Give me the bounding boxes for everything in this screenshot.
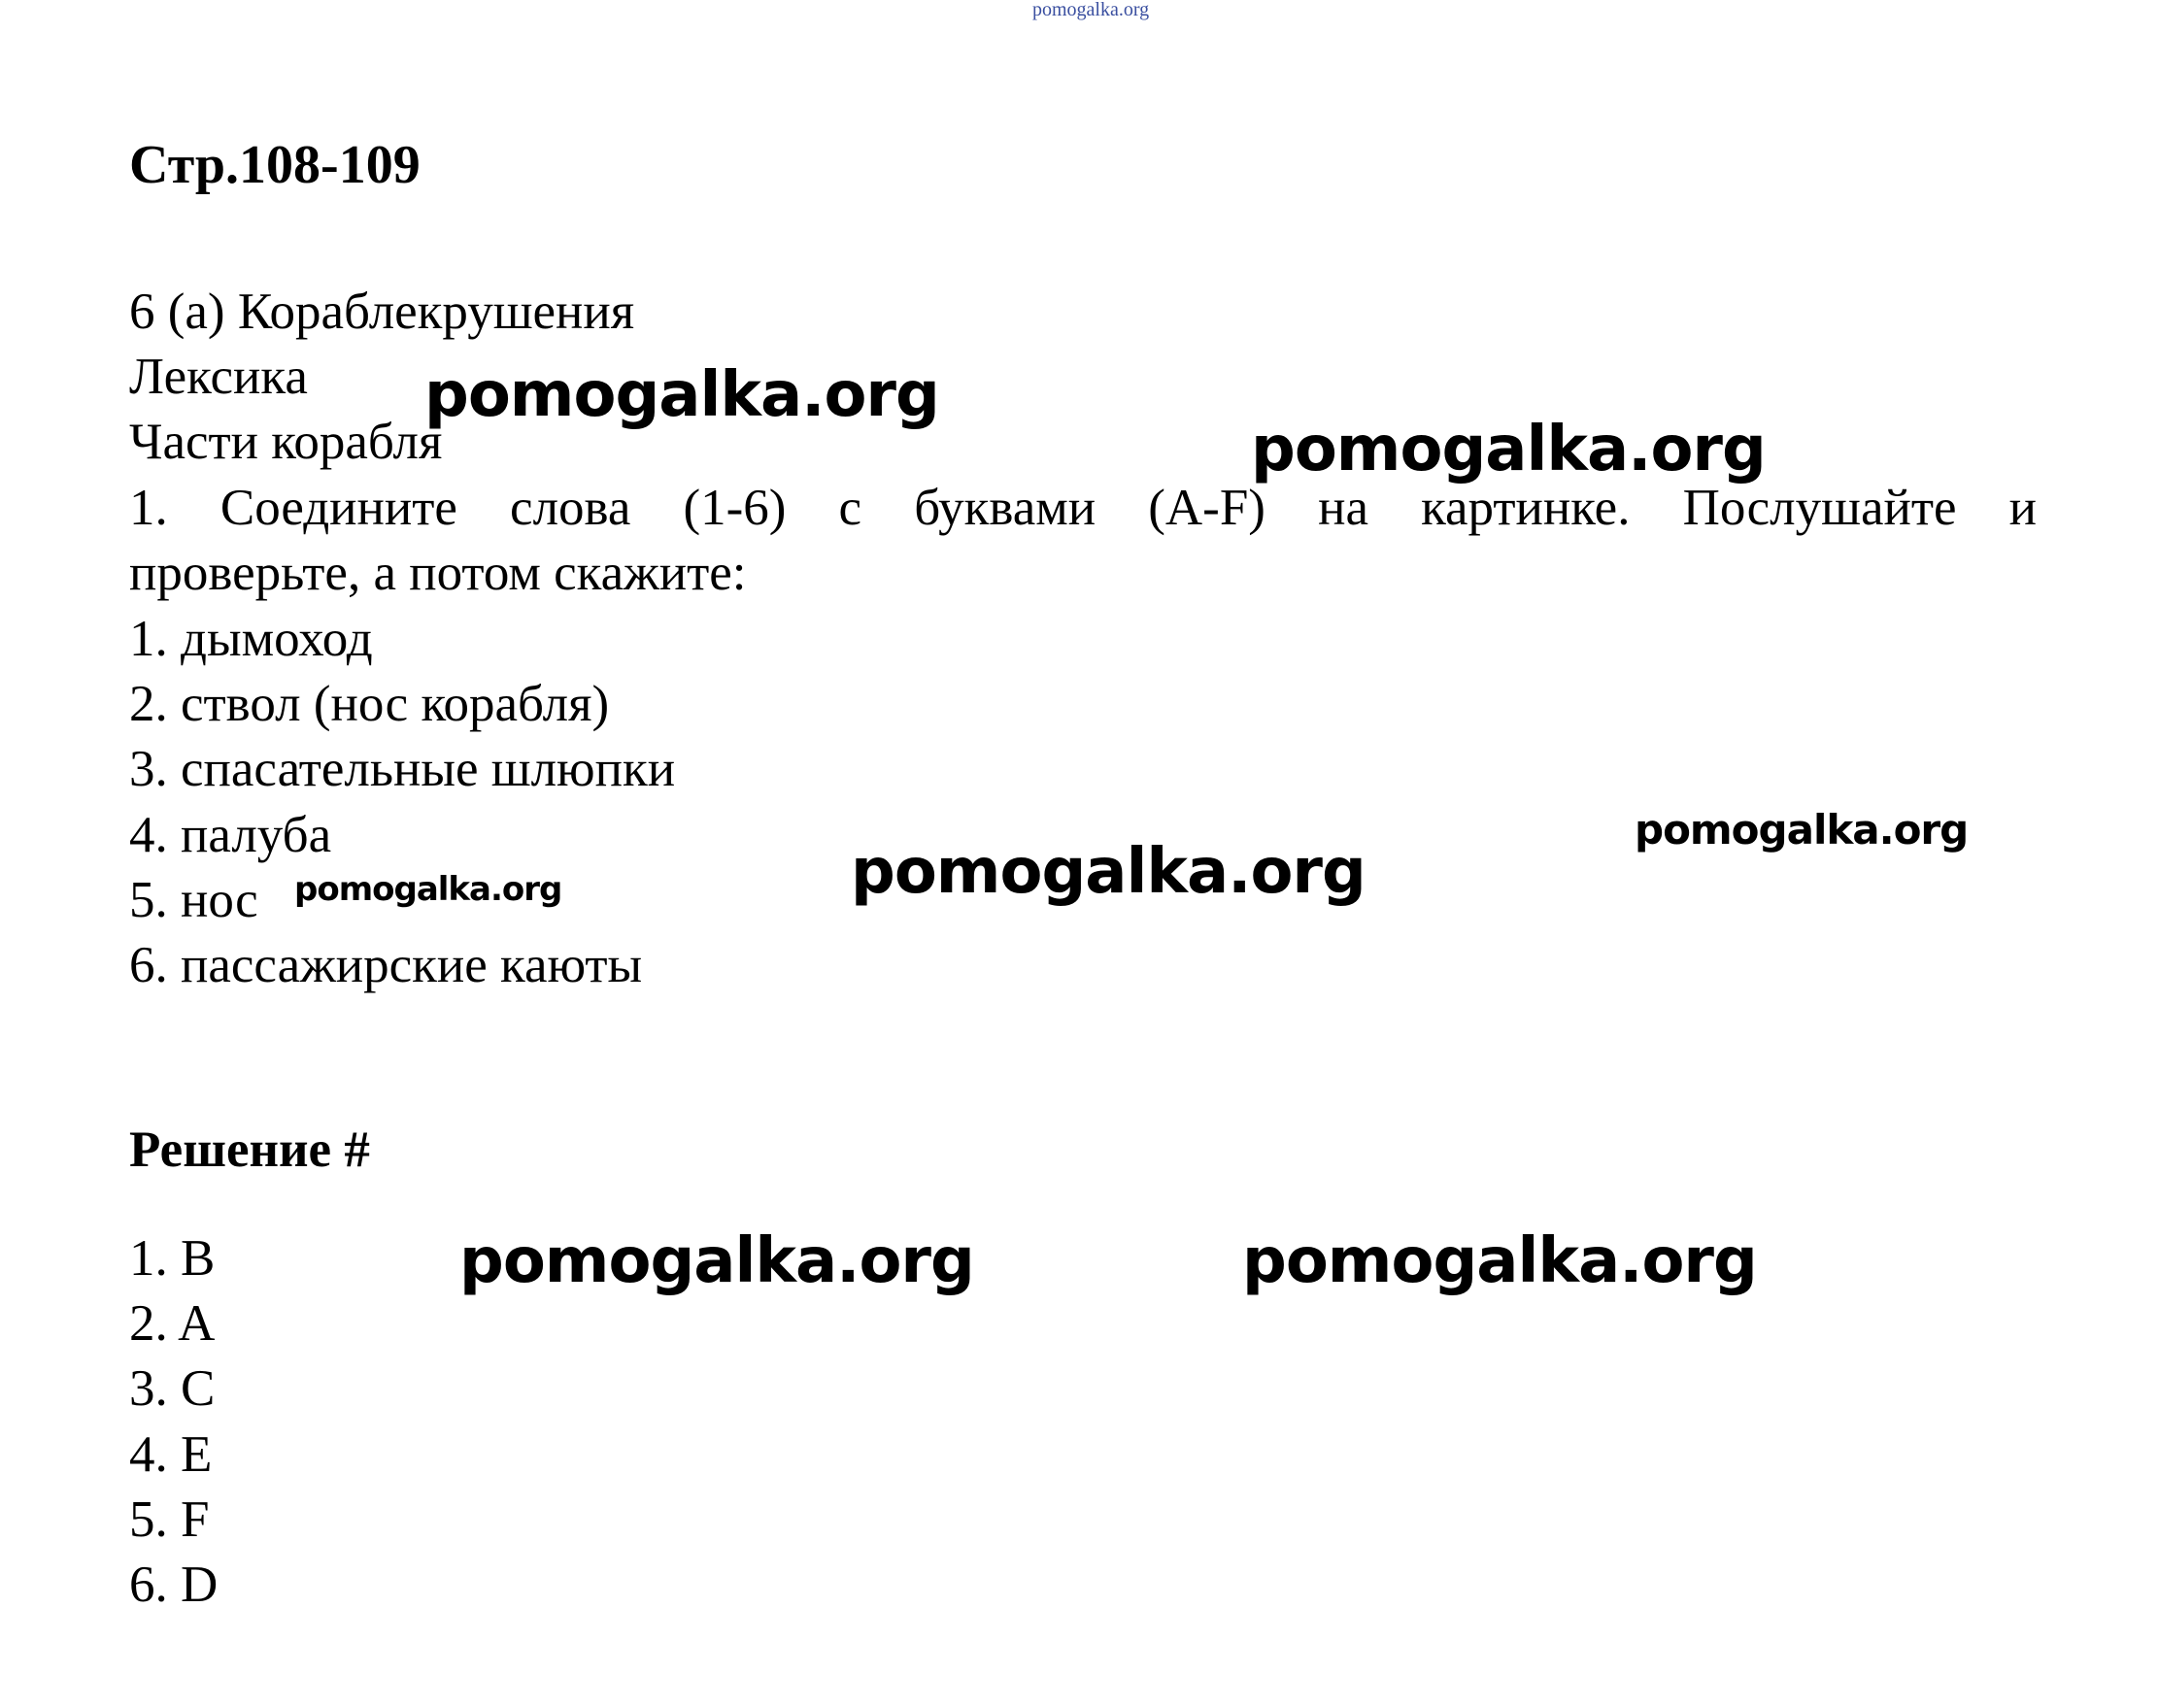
answer-item: 3. C [129,1360,216,1417]
watermark: pomogalka.org [459,1225,974,1297]
answer-item: 2. A [129,1295,216,1352]
watermark: pomogalka.org [1242,1225,1757,1297]
task-item: 6. пассажирские каюты [129,937,643,993]
subsection-label: Части корабля [129,414,443,470]
solution-title: Решение # [129,1122,370,1178]
answer-item: 4. E [129,1426,213,1483]
answer-item: 1. B [129,1230,216,1287]
answer-item: 5. F [129,1491,210,1548]
task-item: 3. спасательные шлюпки [129,741,676,797]
task-heading: 6 (a) Кораблекрушения [129,284,635,340]
watermark: pomogalka.org [1251,414,1766,486]
section-label: Лексика [129,349,308,405]
task-item: 2. ствол (нос корабля) [129,676,610,732]
watermark: pomogalka.org [1635,806,1969,854]
top-watermark: pomogalka.org [1032,0,1150,20]
instruction-line-1: 1. Соедините слова (1-6) с буквами (A-F) на картинке. Послушайте и [129,480,2037,536]
task-item: 4. палуба [129,807,332,863]
answer-item: 6. D [129,1557,219,1613]
page-reference: Стр.108-109 [129,135,421,195]
watermark: pomogalka.org [424,359,939,431]
task-item: 5. нос [129,872,258,928]
watermark: pomogalka.org [851,836,1366,908]
watermark: pomogalka.org [294,870,562,909]
instruction-line-2: проверьте, а потом скажите: [129,545,747,601]
task-item: 1. дымоход [129,611,373,667]
